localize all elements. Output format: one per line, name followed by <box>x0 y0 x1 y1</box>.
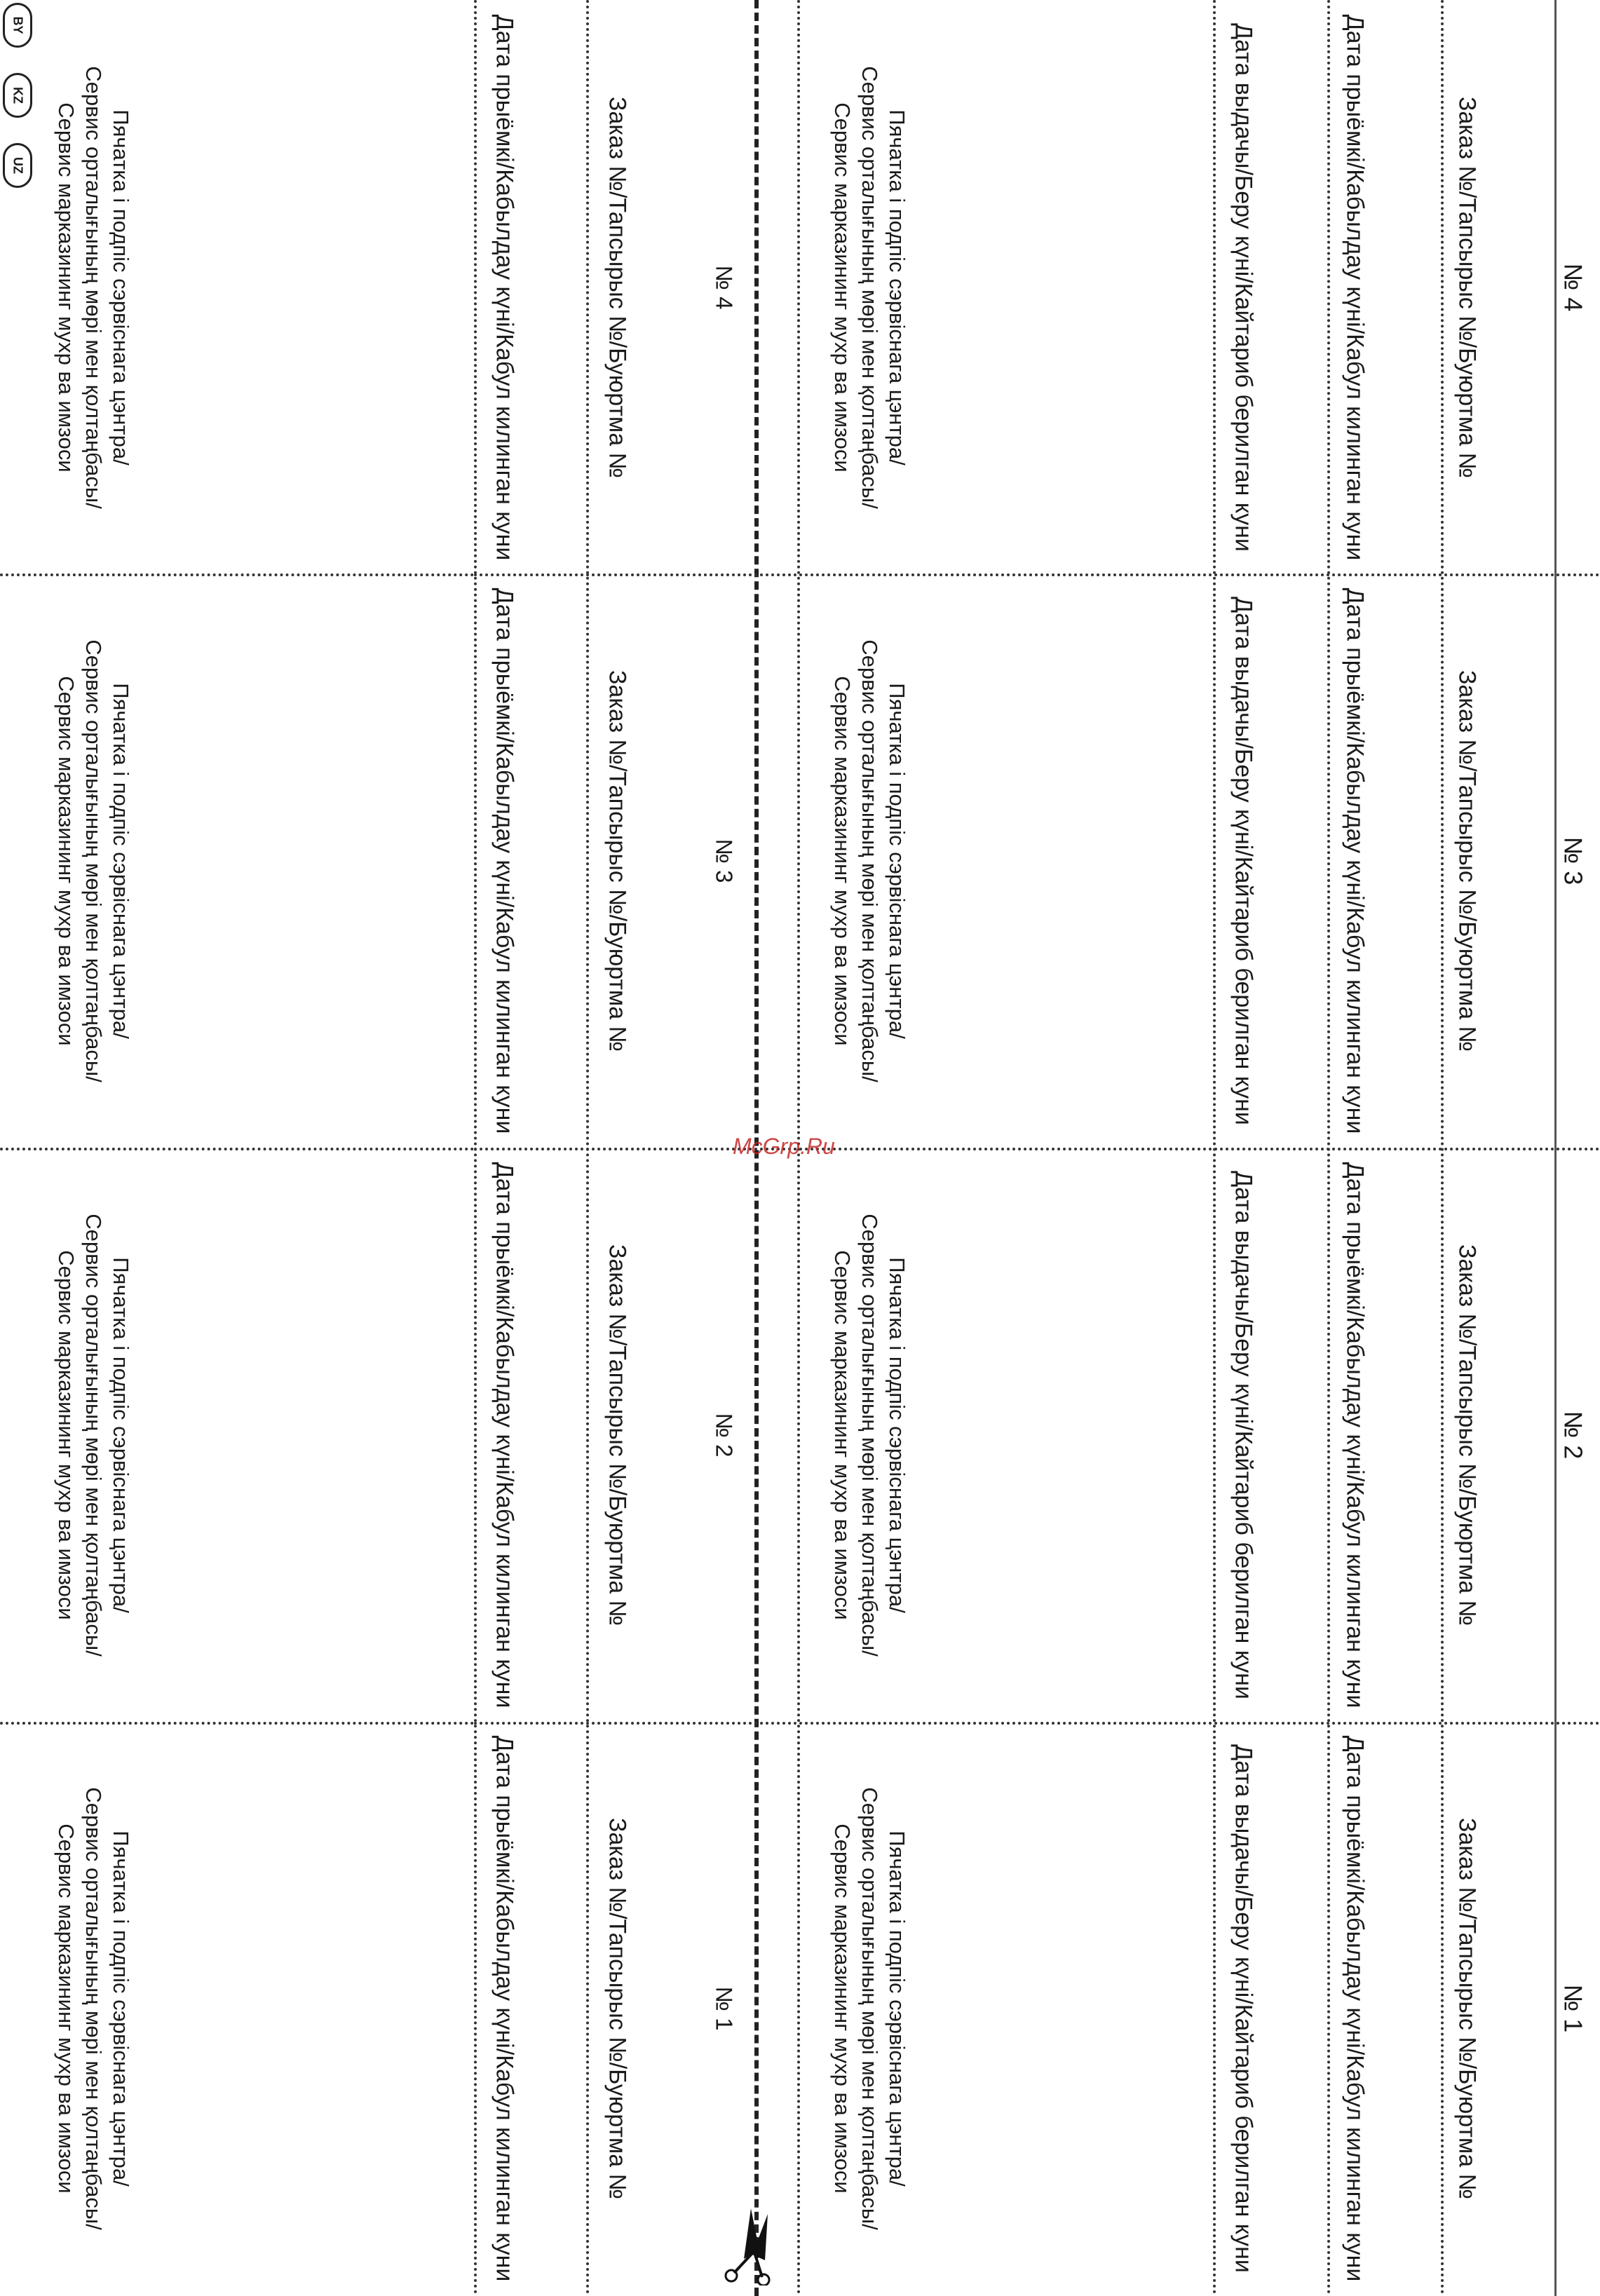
country-badge-uz: UZ <box>3 143 32 188</box>
scissors-icon <box>719 2208 782 2285</box>
section-divider <box>0 1722 474 1725</box>
country-badge-by: BY <box>3 3 32 48</box>
section-divider <box>0 1148 474 1150</box>
section-divider <box>0 573 474 576</box>
section-divider <box>474 1148 1600 1150</box>
country-badge-kz: KZ <box>3 73 32 118</box>
section-divider <box>474 1722 1600 1725</box>
watermark: McGrp.Ru <box>733 1134 835 1159</box>
section-divider <box>474 573 1600 576</box>
